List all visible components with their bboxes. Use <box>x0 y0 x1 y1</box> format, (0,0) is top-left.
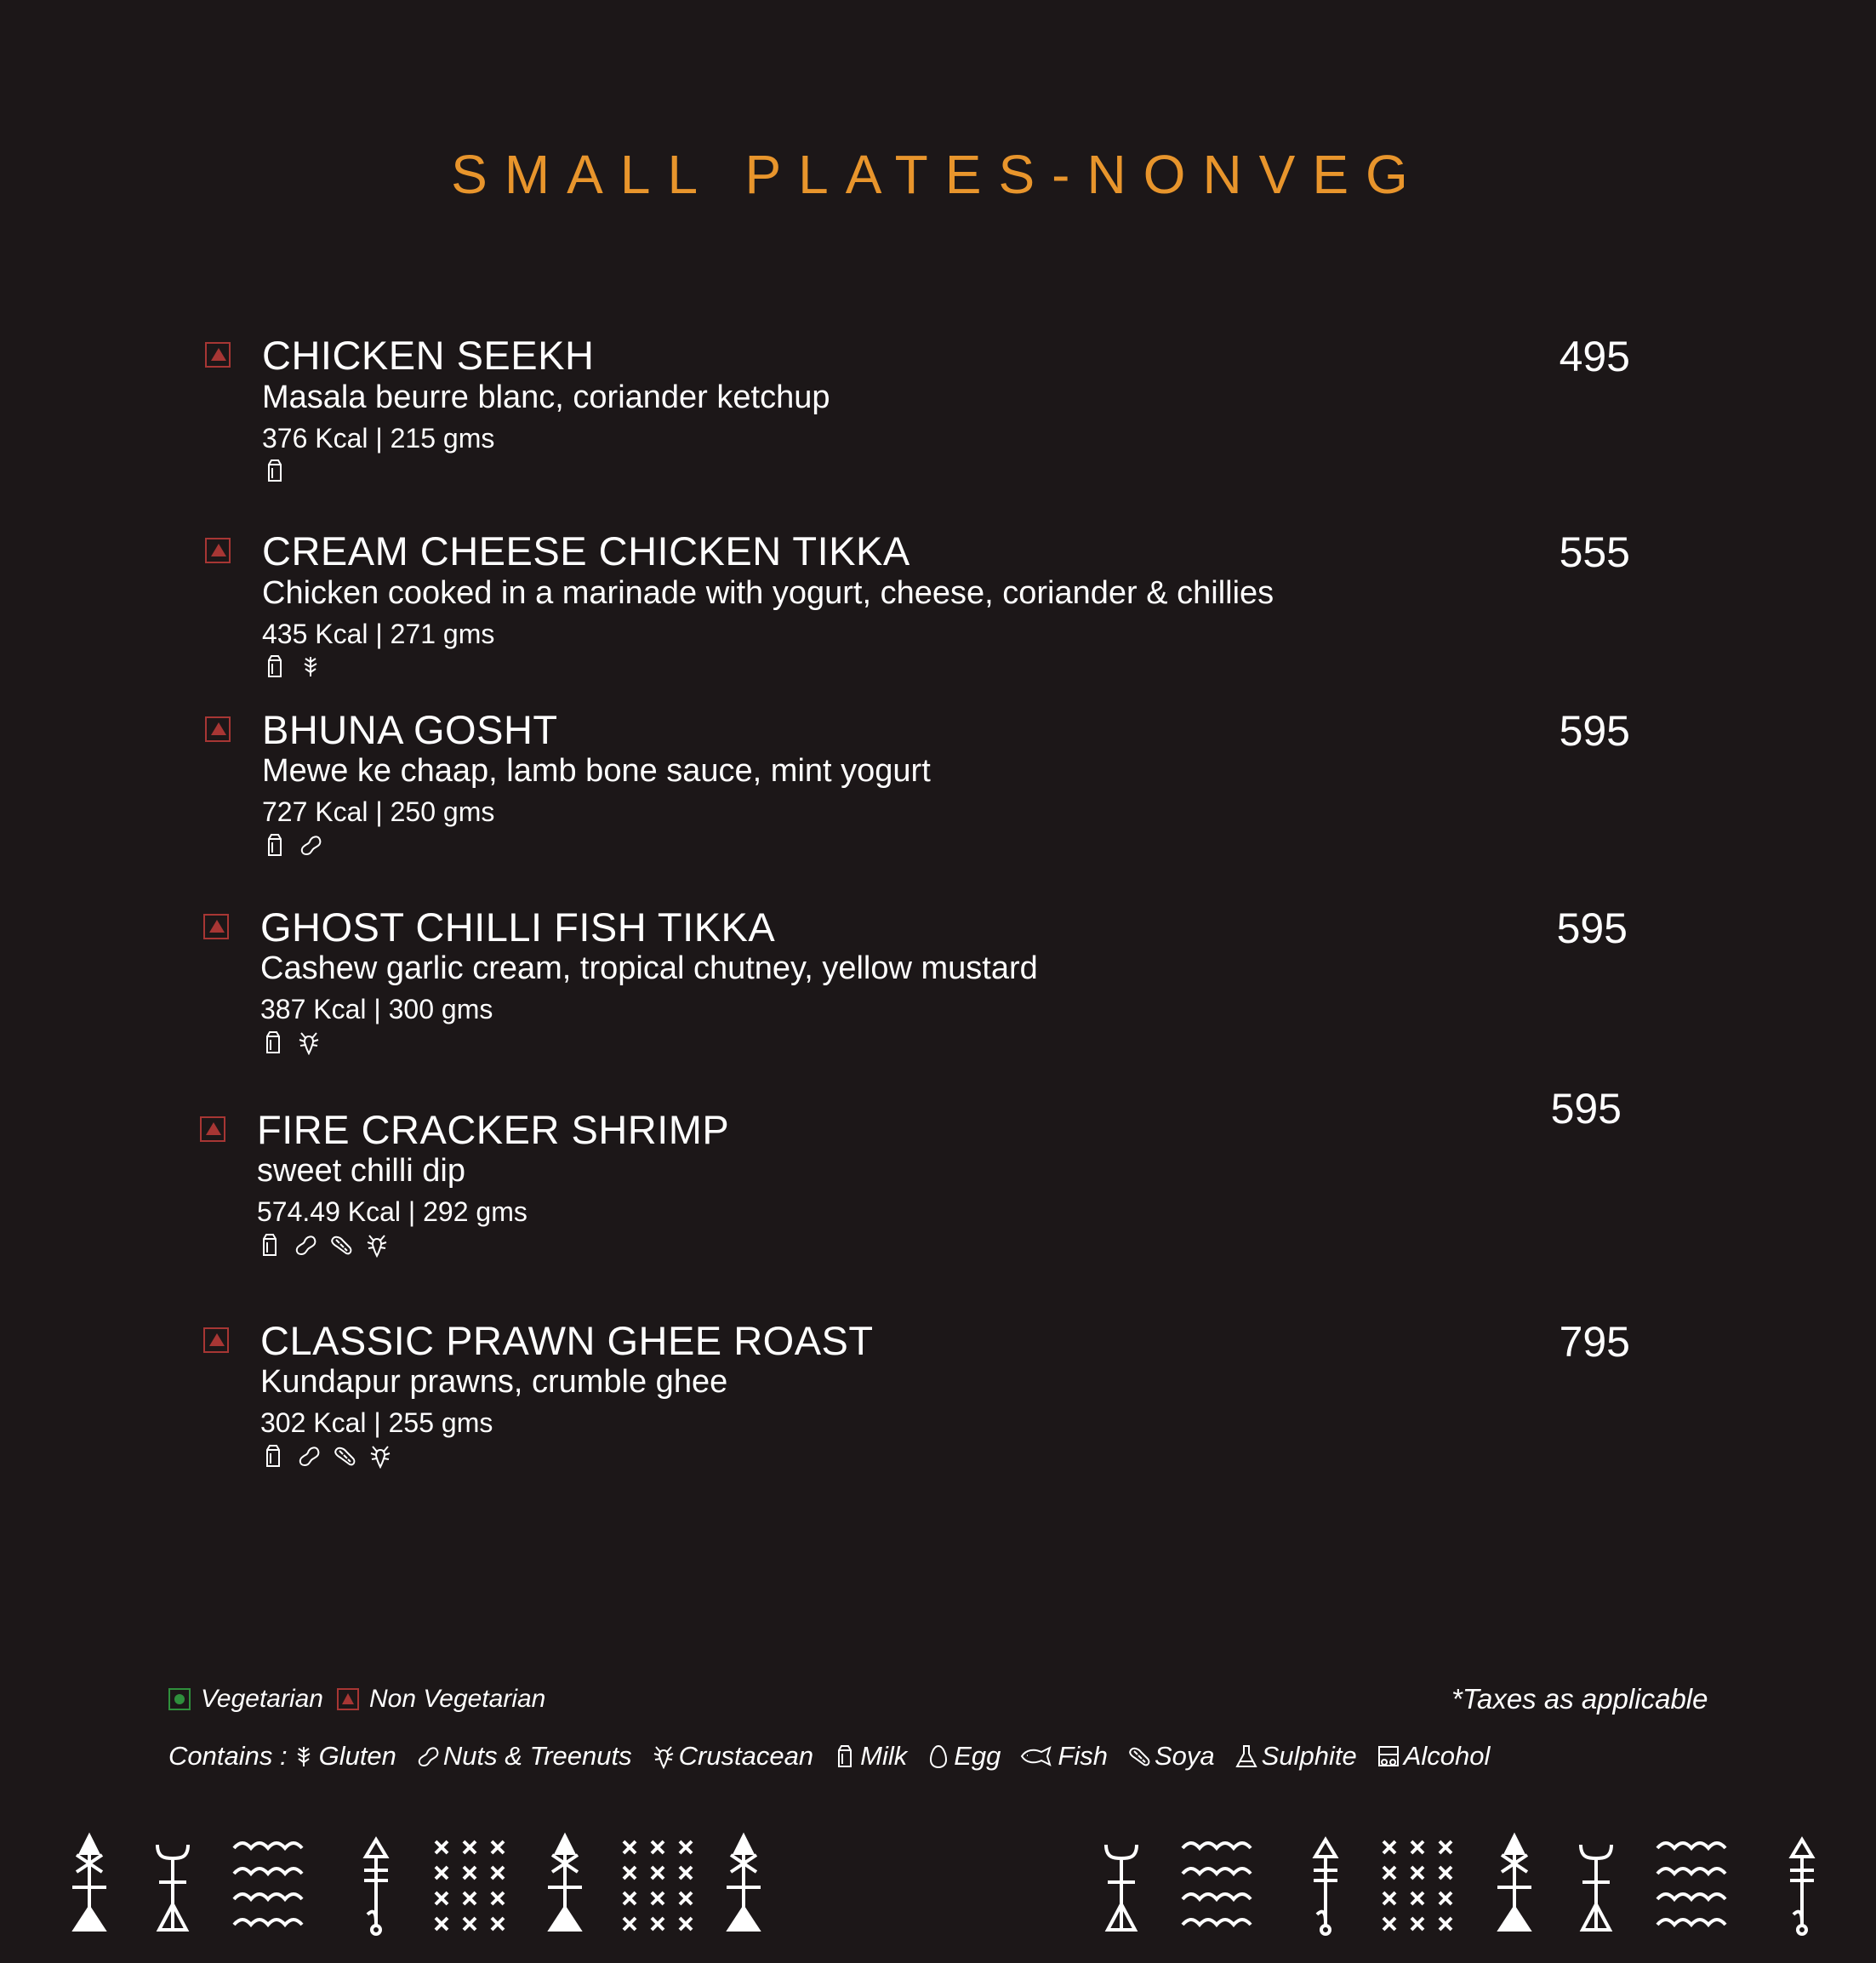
legend-gluten: Gluten <box>291 1741 396 1772</box>
veg-icon <box>168 1688 191 1710</box>
soya-icon <box>332 1443 357 1469</box>
taxes-note: *Taxes as applicable <box>1451 1683 1708 1715</box>
legend-fish: Fish <box>1019 1741 1108 1772</box>
item-name: BHUNA GOSHT <box>262 707 558 752</box>
item-allergens <box>257 1232 390 1258</box>
legend-alcohol: Alcohol <box>1376 1741 1491 1772</box>
item-name: GHOST CHILLI FISH TIKKA <box>260 904 776 950</box>
non-veg-icon <box>205 342 231 368</box>
gluten-icon <box>291 1743 316 1769</box>
egg-icon <box>926 1743 951 1769</box>
item-allergens <box>260 1030 322 1055</box>
non-veg-icon <box>337 1688 359 1710</box>
human-figure-icon <box>1106 1845 1137 1930</box>
allergen-legend <box>168 1741 1508 1772</box>
gluten-icon <box>298 653 323 679</box>
crustacean-icon <box>651 1743 676 1769</box>
item-price: 595 <box>1550 1085 1622 1133</box>
milk-icon <box>260 1443 286 1469</box>
item-allergens <box>262 832 323 858</box>
item-description: sweet chilli dip <box>257 1153 465 1189</box>
human-figure-icon <box>157 1845 188 1930</box>
item-allergens <box>262 458 288 483</box>
item-calories: 574.49 Kcal | 292 gms <box>257 1196 527 1227</box>
item-price: 555 <box>1559 528 1630 576</box>
decorative-border <box>0 1829 1876 1940</box>
cross-pattern-icon <box>436 1841 504 1930</box>
contains-label: Contains : <box>168 1741 288 1771</box>
crustacean-icon <box>368 1443 393 1469</box>
legend-soya: Soya <box>1126 1741 1215 1772</box>
wave-pattern-icon <box>1657 1843 1725 1925</box>
wave-pattern-icon <box>1183 1843 1251 1925</box>
crustacean-icon <box>364 1232 390 1258</box>
cross-pattern-icon <box>624 1841 692 1930</box>
item-allergens <box>262 653 323 679</box>
milk-icon <box>832 1743 858 1769</box>
page-title: SMALL PLATES-NONVEG <box>451 144 1425 205</box>
arrow-up-icon <box>1314 1840 1337 1934</box>
legend-egg: Egg <box>926 1741 1001 1772</box>
arrow-figure-icon <box>1497 1836 1531 1930</box>
item-calories: 376 Kcal | 215 gms <box>262 423 495 454</box>
item-description: Masala beurre blanc, coriander ketchup <box>262 379 830 415</box>
alcohol-icon <box>1376 1743 1401 1769</box>
item-price: 795 <box>1559 1318 1630 1366</box>
arrow-up-icon <box>1790 1840 1814 1934</box>
vegetarian-label: Vegetarian <box>201 1685 323 1713</box>
non-veg-icon <box>203 1327 229 1353</box>
human-figure-icon <box>1581 1845 1611 1930</box>
legend-crustacean: Crustacean <box>651 1741 814 1772</box>
item-description: Mewe ke chaap, lamb bone sauce, mint yogurt <box>262 753 931 789</box>
legend-milk: Milk <box>832 1741 907 1772</box>
soya-icon <box>328 1232 354 1258</box>
non-veg-icon <box>200 1116 225 1142</box>
item-calories: 302 Kcal | 255 gms <box>260 1407 493 1438</box>
item-calories: 435 Kcal | 271 gms <box>262 619 495 649</box>
item-name: CREAM CHEESE CHICKEN TIKKA <box>262 528 910 573</box>
arrow-figure-icon <box>72 1836 106 1930</box>
soya-icon <box>1126 1743 1152 1769</box>
item-name: CHICKEN SEEKH <box>262 333 595 378</box>
item-price: 495 <box>1559 333 1630 380</box>
fish-icon <box>1019 1743 1055 1769</box>
non-veg-icon <box>205 538 231 563</box>
crustacean-icon <box>296 1030 322 1055</box>
legend-nuts: Nuts & Treenuts <box>415 1741 632 1772</box>
nuts-icon <box>415 1743 441 1769</box>
diet-legend <box>168 1685 545 1714</box>
non-veg-icon <box>203 914 229 939</box>
item-name: CLASSIC PRAWN GHEE ROAST <box>260 1318 874 1363</box>
arrow-figure-icon <box>548 1836 582 1930</box>
non-veg-icon <box>205 716 231 742</box>
arrow-figure-icon <box>727 1836 761 1930</box>
milk-icon <box>262 458 288 483</box>
legend-sulphite: Sulphite <box>1234 1741 1357 1772</box>
nuts-icon <box>296 1443 322 1469</box>
item-description: Cashew garlic cream, tropical chutney, yellow mustard <box>260 950 1038 986</box>
wave-pattern-icon <box>234 1843 302 1925</box>
cross-pattern-icon <box>1383 1841 1451 1930</box>
item-price: 595 <box>1556 904 1628 952</box>
nuts-icon <box>293 1232 318 1258</box>
non-vegetarian-label: Non Vegetarian <box>369 1685 546 1713</box>
nuts-icon <box>298 832 323 858</box>
item-calories: 727 Kcal | 250 gms <box>262 796 495 827</box>
arrow-up-icon <box>364 1840 388 1934</box>
item-allergens <box>260 1443 393 1469</box>
milk-icon <box>257 1232 282 1258</box>
item-description: Kundapur prawns, crumble ghee <box>260 1364 728 1400</box>
sulphite-icon <box>1234 1743 1259 1769</box>
item-calories: 387 Kcal | 300 gms <box>260 994 493 1024</box>
milk-icon <box>262 832 288 858</box>
item-name: FIRE CRACKER SHRIMP <box>257 1107 730 1152</box>
item-price: 595 <box>1559 707 1630 755</box>
milk-icon <box>260 1030 286 1055</box>
item-description: Chicken cooked in a marinade with yogurt, cheese, coriander & chillies <box>262 575 1274 611</box>
milk-icon <box>262 653 288 679</box>
